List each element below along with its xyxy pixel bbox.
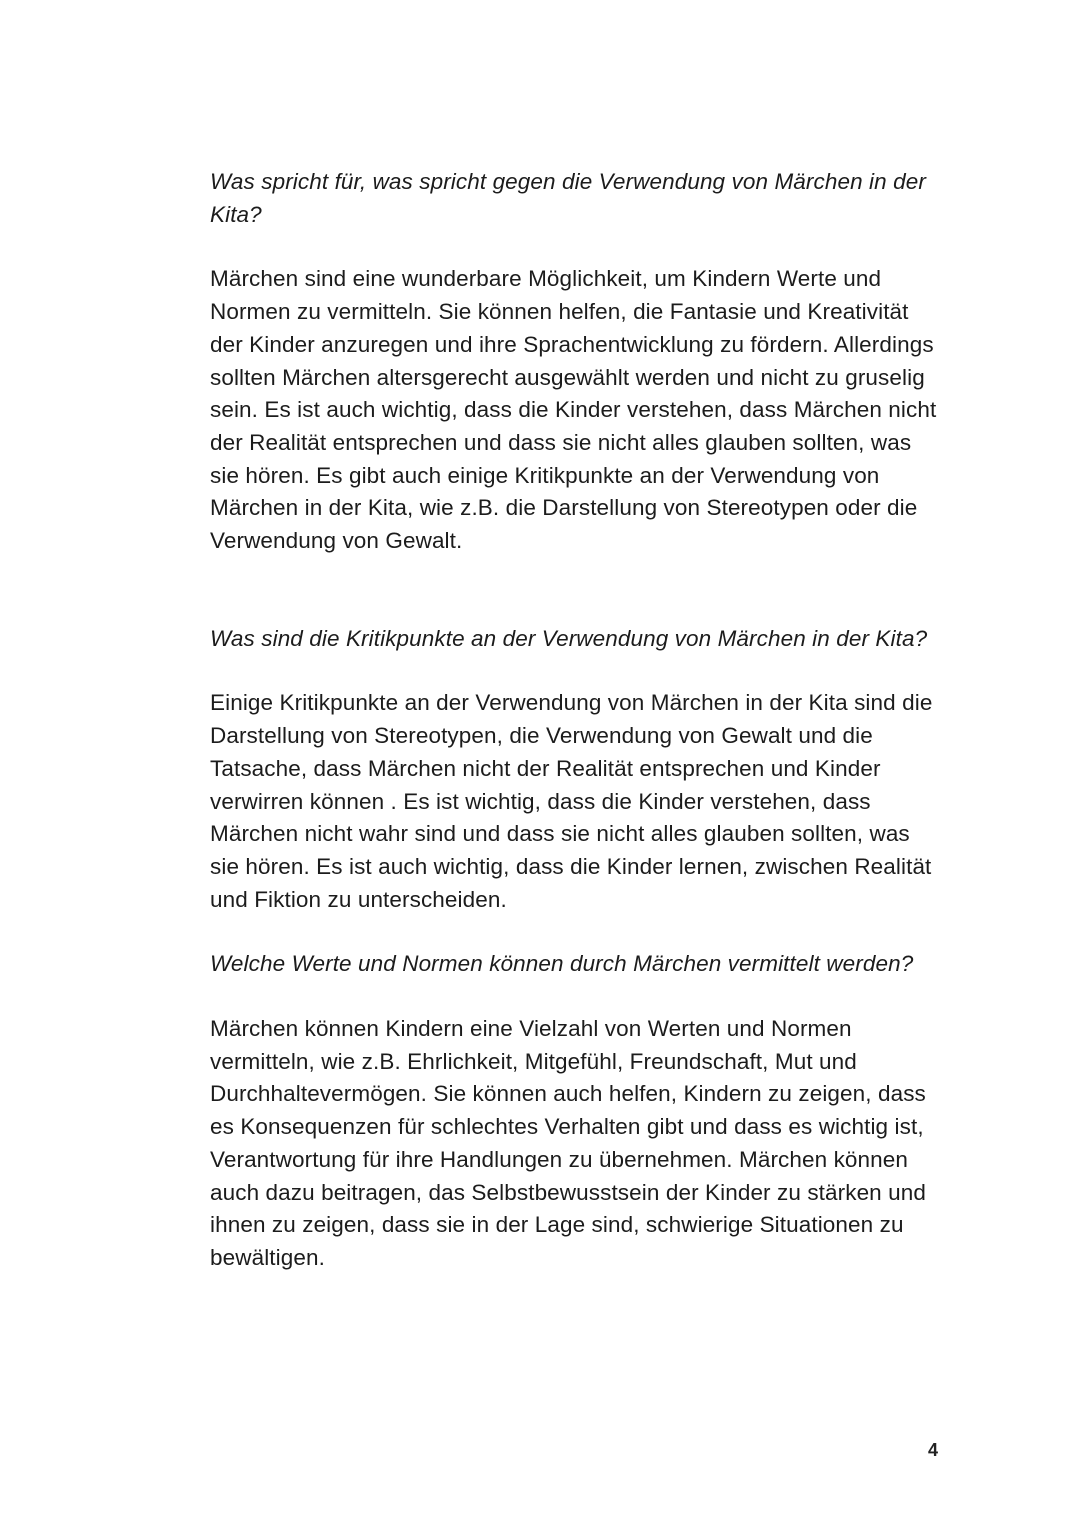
answer-paragraph-1: Märchen sind eine wunderbare Möglichkeit, um Kindern Werte und Normen zu vermitteln. Sie können helfen, die Fantasie und Kreativität der Kinder anzuregen und ihre Sprachentwicklung zu fördern. Allerdings sollten Märchen altersgerecht ausgewählt werden und nicht zu gruselig sein. Es ist auch wichtig, dass die Kinder verstehen, dass Märchen nicht der Realität entsprechen und dass sie nicht alles glauben sollten, was sie hören. Es gibt auch einige Kritikpunkte an der Verwendung von Märchen in der Kita, wie z.B. die Darstellung von Stereotypen oder die Verwendung von Gewalt. [210,266,937,554]
spacer [210,558,940,623]
spacer [210,231,940,263]
spacer [210,981,940,1013]
page-number: 4 [927,1440,938,1460]
document-body [210,166,940,1275]
question-heading-2: Was sind die Kritikpunkte an der Verwendung von Märchen in der Kita? [210,625,928,651]
question-heading-3: Welche Werte und Normen können durch Märchen vermittelt werden? [210,951,914,977]
spacer [210,916,940,948]
answer-paragraph-3: Märchen können Kindern eine Vielzahl von Werten und Normen vermitteln, wie z.B. Ehrlichkeit, Mitgefühl, Freundschaft, Mut und Durchhaltevermögen. Sie können auch helfen, Kindern zu zeigen, dass es Konsequenzen für schlechtes Verhalten gibt und dass es wichtig ist, Verantwortung für ihre Handlungen zu übernehmen. Märchen können auch dazu beitragen, das Selbstbewusstsein der Kinder zu stärken und ihnen zu zeigen, dass sie in der Lage sind, schwierige Situationen zu bewältigen. [210,1016,926,1270]
answer-paragraph-2: Einige Kritikpunkte an der Verwendung von Märchen in der Kita sind die Darstellung von Stereotypen, die Verwendung von Gewalt und die Tatsache, dass Märchen nicht der Realität entsprechen und Kinder verwirren können . Es ist wichtig, dass die Kinder verstehen, dass Märchen nicht wahr sind und dass sie nicht alles glauben sollten, was sie hören. Es ist auch wichtig, dass die Kinder lernen, zwischen Realität und Fiktion zu unterscheiden. [210,690,933,912]
question-heading-1: Was spricht für, was spricht gegen die Verwendung von Märchen in der Kita? [210,169,926,227]
spacer [210,655,940,687]
